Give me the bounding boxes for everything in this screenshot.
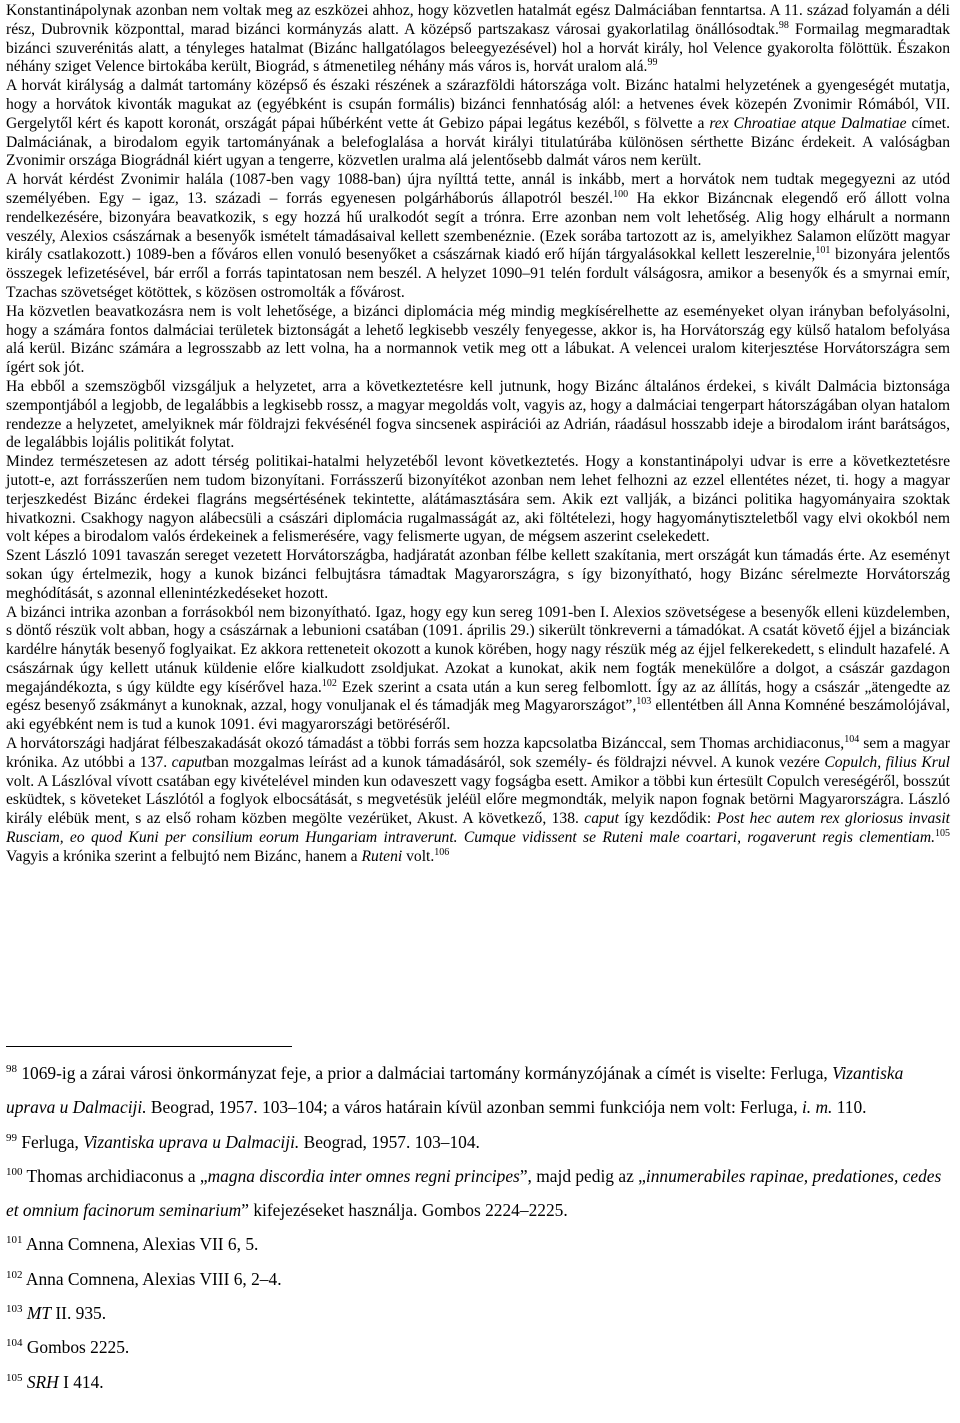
text-run: II. 935.: [51, 1303, 107, 1324]
italic-text: i. m.: [801, 1097, 833, 1118]
italic-text: Copulch, filius Krul: [824, 753, 950, 771]
paragraph: [6, 735, 950, 867]
italic-text: caput: [171, 753, 207, 771]
italic-text: caput: [584, 810, 619, 828]
footnote: [6, 1125, 950, 1159]
paragraph: [6, 171, 950, 303]
paragraph: [6, 547, 950, 603]
italic-text: SRH: [22, 1371, 59, 1392]
footnote-number: 98: [6, 1063, 17, 1075]
footnote: [6, 1365, 950, 1399]
footnote: [6, 1296, 950, 1330]
footnote-separator: [6, 1046, 292, 1047]
footnote-number: 105: [6, 1371, 23, 1384]
footnote-number: 100: [6, 1165, 23, 1178]
text-run: A horvátországi hadjárat félbeszakadását okozó támadást a többi forrás sem hozza kapcsolatba Bizánccal, sem Thomas archidiaconus,: [6, 735, 845, 753]
italic-text: Post hec autem rex gloriosus invasit Rusciam, eo quod Kuni per consilium eorum Hungariam intraverunt. Cumque vidissent se Ruteni male coartari, rogaverunt regis clementiam.: [6, 810, 950, 847]
text-run: Ezek szerint a csata után a kun sereg felbomlott. Így az az állítás, hogy a császár „ätengedte az egész besenyő zsákmányt a kunoknak, azzal, hogy vonuljanak el és támadják meg Magyarországot”,: [6, 678, 950, 715]
footnote-ref: 100: [613, 188, 629, 200]
text-run: Thomas archidiaconus a „: [22, 1165, 208, 1186]
italic-text: MT: [22, 1303, 52, 1324]
italic-text: Vizantiska uprava u Dalmaciji.: [83, 1131, 300, 1152]
footnote-ref: 99: [647, 57, 658, 69]
footnote: [6, 1056, 950, 1125]
footnote: [6, 1330, 950, 1364]
text-run: Anna Comnena, Alexias VIII 6, 2–4.: [22, 1268, 282, 1289]
text-run: Beograd, 1957. 103–104; a város határain kívül azonban semmi funkciója nem volt: Ferluga,: [146, 1097, 802, 1118]
text-run: Anna Comnena, Alexias VII 6, 5.: [22, 1234, 259, 1255]
footnote-ref: 106: [434, 846, 450, 858]
footnote-ref: 103: [636, 696, 652, 708]
italic-text: rex Chroatiae atque Dalmatiae: [709, 114, 907, 132]
paragraph: [6, 604, 950, 736]
footnote-ref: 101: [815, 245, 831, 257]
text-run: ”, majd pedig az „: [519, 1165, 646, 1186]
text-run: Konstantinápolynak azonban nem voltak meg az eszközei ahhoz, hogy közvetlen hatalmát egész Dalmáciában fenntartsa. A 11. század folyamán a déli rész, Dubrovnik központtal, marad bizánci kormányzás alatt. A középső partszakasz városai gyakorlatilag önállósodtak.: [6, 2, 950, 38]
text-run: Beograd, 1957. 103–104.: [299, 1131, 480, 1152]
text-run: I 414.: [58, 1371, 104, 1392]
footnotes: [6, 1056, 950, 1399]
paragraph: [6, 453, 950, 547]
text-run: ban mozgalmas leírást ad a kunok támadásáról, sok személy- és földrajzi névvel. A kunok vezére: [206, 753, 825, 771]
footnote-number: 101: [6, 1234, 23, 1247]
text-run: Ferluga,: [17, 1131, 84, 1152]
text-run: Ha ekkor Bizáncnak elegendő erő állott volna rendelkezésére, bizonyára beavatkozik, s egy hozzá hű uralkodót segít a trónra. Erre azonban nem volt lehetőség. Alig hogy elhárult a normann veszély, Alexios császárnak a besenyők ismételt támadásaival kellett szembenéznie. (Ezek sorába tartozott az is, amelyikhez Salamon elűzött magyar király csatlakozott.) 1089-ben a főváros ellen vonuló besenyőket a császárnak kiadó erő híján tárgyalásokkal kellett leszerelnie,: [6, 189, 950, 264]
italic-text: Ruteni: [361, 847, 403, 865]
text-run: volt.: [402, 847, 435, 865]
main-text: [6, 2, 950, 867]
text-run: Ha közvetlen beavatkozásra nem is volt lehetősége, a bizánci diplomácia még mindig megkísérelhette az eseményeket olyan irányban befolyásolni, hogy a számára fontos dalmáciai területek biztonságát a lehető legkisebb veszély fenyegesse, akkor is, ha Horvátország egy külső hatalom befolyása alá kerül. Bizánc számára a legrosszabb az lett volna, ha a normannok vetik meg ott a lábukat. A velencei uralom kiterjesztése Horvátországra sem ígért sok jót.: [6, 302, 950, 377]
paragraph: [6, 77, 950, 171]
paragraph: [6, 2, 950, 77]
text-run: Gombos 2225.: [22, 1337, 130, 1358]
text-run: ” kifejezéseket használja. Gombos 2224–2225.: [241, 1200, 568, 1221]
text-run: Vagyis a krónika szerint a felbujtó nem Bizánc, hanem a: [6, 847, 362, 865]
italic-text: Vizantiska uprava u Dalmaciji.: [6, 1063, 904, 1118]
italic-text: magna discordia inter omnes regni principes: [207, 1165, 520, 1186]
footnote-ref: 104: [844, 734, 860, 746]
footnote-ref: 98: [778, 19, 789, 31]
text-run: ellentétben áll Anna Komnéné beszámolójával, aki egyébként nem is tud a kunok 1091. évi magyarországi betöréséről.: [6, 697, 950, 734]
text-run: Formailag megmaradtak bizánci szuverénitás alatt, a tényleges hatalmat (Bizánc hallgatólagos beleegyezésével) hol a horvát király, hol Velence gyakorolta fölöttük. Északon néhány sziget Velence birtokába került, Biográd, s átmenetileg néhány más város is, horvát uralom alá.: [6, 20, 950, 76]
text-run: sem a magyar krónika. Az utóbbi a 137.: [6, 735, 950, 771]
text-run: így kezdődik:: [618, 810, 717, 828]
footnote-number: 102: [6, 1268, 23, 1281]
paragraph: [6, 378, 950, 453]
footnote: [6, 1159, 950, 1228]
text-run: volt. A Lászlóval vívott csatában egy kivételével minden kun odaveszett vagy fogságba esett. Amikor a többi kun értesült Copulch vereségéről, bosszút esküdtek, s követeket Lászlótól a foglyok elbocsátását, s megvetésük jeléül előre megmondták, melyik napon fognak betörni Magyarországra. László király elébük ment, s az első roham közben megölte vezérüket, Akust. A következő, 138.: [6, 772, 950, 828]
text-run: Ha ebből a szemszögből vizsgáljuk a helyzetet, arra a következtetésre kell jutnunk, hogy Bizánc általános érdekei, s kivált Dalmácia biztonsága szempontjából a legjobb, de legalábbis a legkisebb rossz, a magyar megoldás volt, vagyis az, hogy a dalmáciai tengerpart hátországában olyan hatalom rendezze a helyzetet, amelyiknek már földrajzi fekvésénél fogva sincsenek aspirációi az Adrián, ráadásul hosszabb ideje a birodalom iránt barátságos, de legalábbis lojális politikát folytat.: [6, 377, 950, 452]
footnote-number: 103: [6, 1303, 23, 1316]
footnote-number: 99: [6, 1131, 17, 1144]
text-run: A horvát kérdést Zvonimir halála (1087-ben vagy 1088-ban) újra nyílttá tette, annál is inkább, mert a horvátok nem tudtak megegyezni az utód személyében. Egy – igaz, 13. századi – forrás egyenesen polgárháborús állapotról beszél.: [6, 171, 950, 207]
paragraph: [6, 303, 950, 378]
footnote-ref: 102: [321, 677, 337, 689]
text-run: 1069-ig a zárai városi önkormányzat feje, a prior a dalmáciai tartomány kormányzójának a címét is viselte: Ferluga,: [17, 1063, 833, 1083]
footnote-number: 104: [6, 1337, 23, 1350]
text-run: Mindez természetesen az adott térség politikai-hatalmi helyzetéből levont következtetés. Hogy a konstantinápolyi udvar is erre a következtetésre jutott-e, azt forrásszerűen nem tudom bizonyítani. Forrásszerű bizonyítékot azonban nem lehet felhozni az ezzel ellentétes nézet, ti. hogy a magyar terjeszkedést Bizánc érdekei flagráns megsértésének tekintette, alátámasztására sem. Akik ezt vallják, a bizánci politika hagyományaira szoktak hivatkozni. Csakhogy nagyon alábecsüli a császári diplomácia rugalmasságát az, aki föltételezi, hogy hagyománytiszteletből vagy elvi okokból nem volt képes a birodalom valós érdekeinek a felismerésére, vagy felismerte ugyan, de mégsem aszerint cselekedett.: [6, 453, 950, 546]
text-run: Szent László 1091 tavaszán sereget vezetett Horvátországba, hadjáratát azonban félbe kellett szakítania, mert országát kun támadás érte. Az eseményt sokan úgy értelmezik, hogy a kunok bizánci felbujtásra támadtak Magyarországra, s így bizonyítható, hogy Bizánc sérelmezte Horvátország meghódítását, s azonnal ellenintézkedéseket hozott.: [6, 547, 950, 602]
footnote-ref: 105: [935, 828, 950, 840]
text-run: A horvát királyság a dalmát tartomány középső és északi részének a szárazföldi hátországa volt. Bizánc hatalmi helyzetének a gyengeségét mutatja, hogy a horvátok kivonták magukat az (egyébként is csupán formális) bizánci fennhatóság alól: a hetvenes évek közepén Zvonimir Rómából, VII. Gergelytől kért és kapott koronát, országát pápai hűbérként vette át Gebizo pápai legátus kezéből, s fölvette a: [6, 77, 950, 132]
text-run: címet. Dalmáciának, a birodalom egyik tartományának a belefoglalása a horvát királyi titulatúrába különösen sérthette Bizánc érdekeit. A valóságban Zvonimir országa Biográdnál kiért ugyan a tengerre, közvetlen uralma alá jelentősebb dalmát város nem került.: [6, 114, 950, 170]
footnote: [6, 1262, 950, 1296]
text-run: 110.: [832, 1097, 867, 1118]
text-run: bizonyára jelentős összegek lefizetésével, bár erről a forrás tapintatosan nem beszél. A helyzet 1090–91 telén fordult válságosra, amikor a besenyők és a smyrnai emír, Tzachas szövetséget kötöttek, s közösen ostromolták a fővárost.: [6, 246, 950, 301]
footnote: [6, 1227, 950, 1261]
italic-text: innumerabiles rapinae, predationes, cedes et omnium facinorum seminarium: [6, 1165, 942, 1221]
text-run: A bizánci intrika azonban a forrásokból nem bizonyítható. Igaz, hogy egy kun sereg 1091-ben I. Alexios szövetségese a besenyők elleni küzdelemben, s döntő részük volt abban, hogy a császárnak a lebunioni csatában (1091. április 29.) sikerült tönkreverni a támadókat. A csatát követő éjjel a bizánciak kardélre hányták besenyő foglyaikat. Ez akkora retteneteit okozott a kunok körében, hogy nagy részük még az éjjel felkerekedett, s elindult hazafelé. A császárnak úgy kellett utánuk küldenie előre kialkudott zsoldjukat. Azokat a kunokat, akik nem fogták menekülőre a dolgot, a császár gazdagon megajándékozta, s úgy küldte egy kísérővel haza.: [6, 603, 950, 696]
